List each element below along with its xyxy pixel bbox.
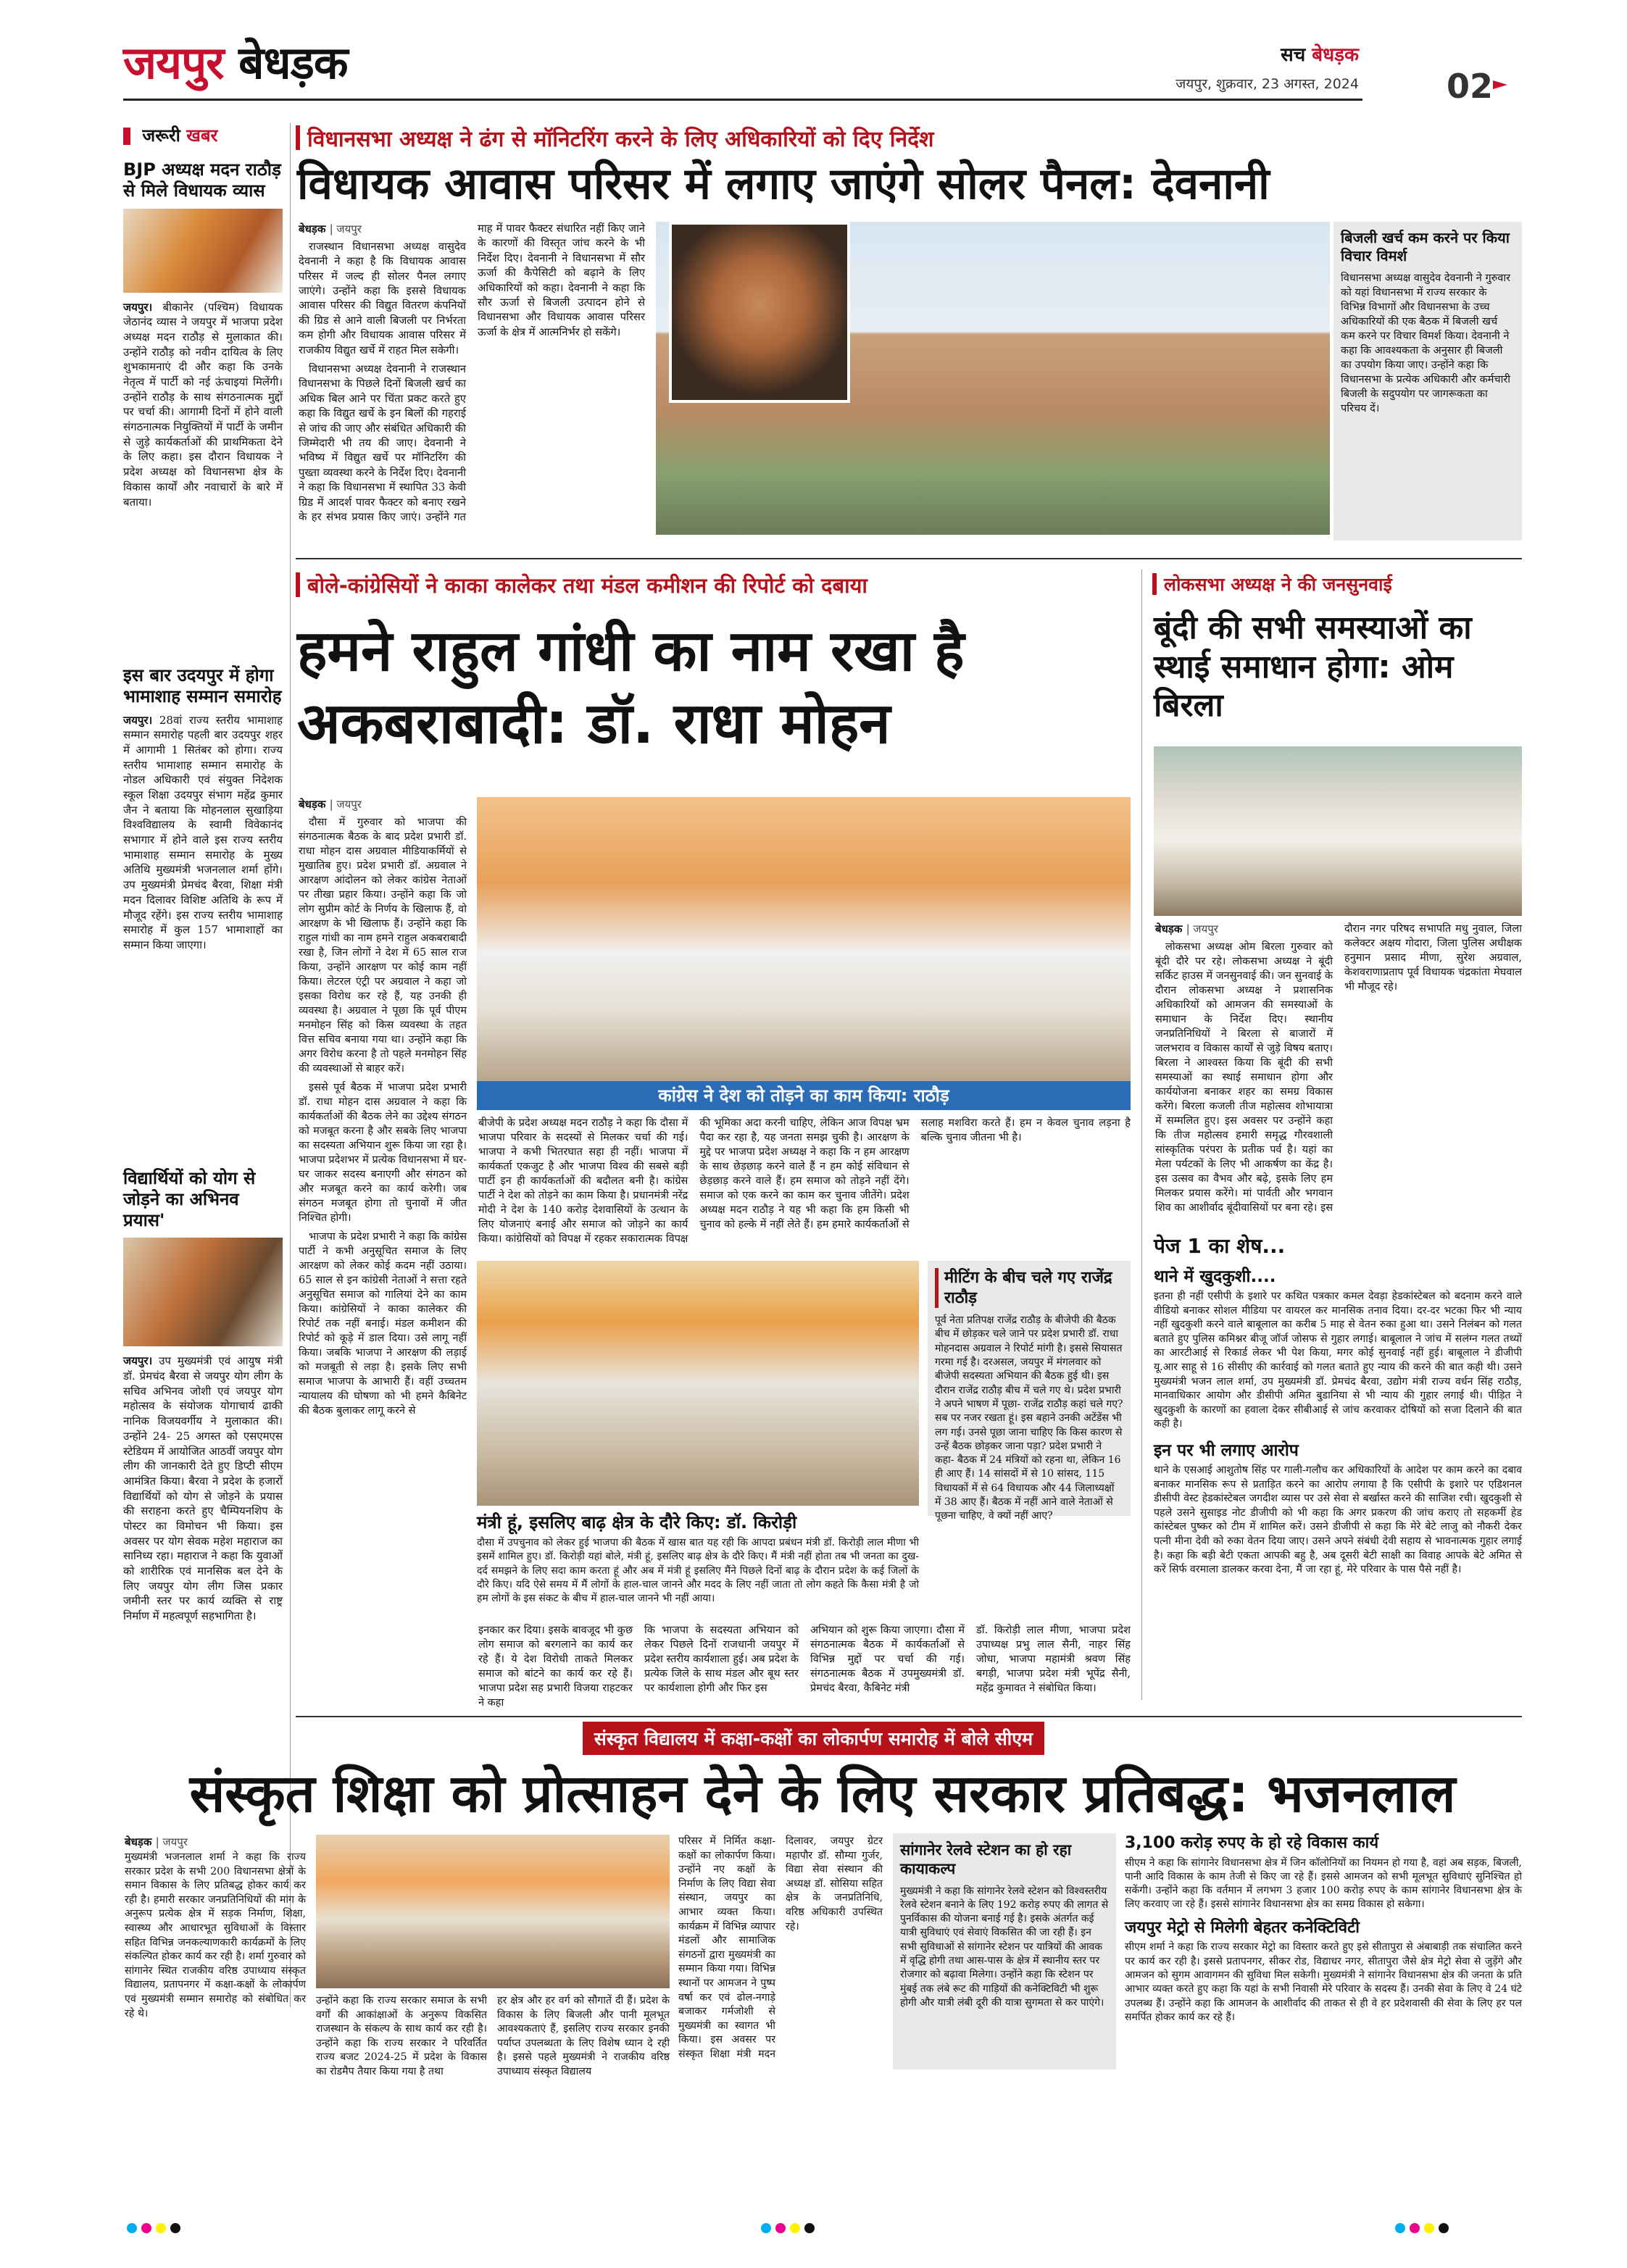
solar-para-1: राजस्थान विधानसभा अध्यक्ष वासुदेव देवनानी ने कहा है कि विधायक आवास परिसर में जल्द ही सोलर पैनल लगाए जाएंगे। उन्होंने कहा कि इससे विधायक आवास परिसर की विद्युत वितरण कंपनियों की ग्रिड से आने वाली बिजली पर निर्भरता कम होगी और विधायक आवास परिसर में राजकीय विद्युत खर्चे में राहत मिल सकेगी। (299, 240, 466, 357)
walkout-box (928, 1261, 1131, 1522)
registration-dot (1424, 2223, 1434, 2233)
solar-body (299, 222, 645, 533)
radha-second-photo (477, 1261, 919, 1506)
sidebar-label-part2: खबर (186, 125, 218, 146)
continued-story-2-title: इन पर भी लगाए आरोप (1154, 1441, 1299, 1460)
sidebar-story-1 (123, 159, 283, 509)
sidebar-story-2-byline: जयपुर। (123, 713, 153, 727)
sidebar-story-2-text: 28वां राज्य स्तरीय भामाशाह सम्मान समारोह पहली बार उदयपुर शहर में आगामी 1 सितंबर को होगा। राज्य स्तरीय भामाशाह सम्मान समारोह के नोडल अधिकारी एवं संयुक्त निदेशक स्कूल शिक्षा उदयपुर संभाग महेंद्र कुमार जैन ने बताया कि मोहनलाल सुखाड़िया विश्वविद्यालय के स्वामी विवेकानंद सभागार में होने वाले इस राज्य स्तरीय भामाशाह सम्मान समारोह के मुख्य अतिथि मुख्यमंत्री भजनलाल शर्मा होंगे। उप मुख्यमंत्री प्रेमचंद बैरवा, शिक्षा मंत्री मदन दिलावर विशिष्ट अतिथि के रूप में मौजूद रहेंगे। इस राज्य स्तरीय भामाशाह समारोह में कुल 157 भामाशाहों का सम्मान किया जाएगा। (123, 713, 283, 951)
sidebar-story-3-text: उप मुख्यमंत्री एवं आयुष मंत्री डॉ. प्रेमचंद बैरवा से जयपुर योग लीग के सचिव अभिनव जोशी एवं जयपुर योग महोत्सव के संयोजक योगाचार्य ढाकी नानिक विजयवर्गीय ने मुलाकात की। उन्होंने 24- 25 अगस्त को एसएमएस स्टेडियम में आयोजित आठवीं जयपुर योग लीग की जानकारी देते हुए डिप्टी सीएम आमंत्रित किया। बैरवा ने प्रदेश के हजारों विद्यार्थियों को योग से जोड़ने के प्रयास की सराहना करते हुए चैम्पियनशिप के पोस्टर का विमोचन भी किया। इस अवसर पर योग सेवक महेश महाराज का सानिध्य रहा। महाराज ने कहा कि युवाओं को शारीरिक एवं मानसिक बल देने के लिए जयपुर योग लीग जिस प्रकार जमीनी स्तर पर कार्य व्यक्ति से राष्ट्र निर्माण में महत्वपूर्ण सहभागिता है। (123, 1354, 283, 1623)
registration-dot (790, 2223, 800, 2233)
sanskrit-top-rule (296, 1716, 1522, 1717)
development-title: 3,100 करोड़ रुपए के हो रहे विकास कार्य (1125, 1834, 1379, 1852)
byline-city: | जयपुर (329, 222, 362, 235)
sanskrit-body-col1: मुख्यमंत्री भजनलाल शर्मा ने कहा कि राज्य सरकार प्रदेश के सभी 200 विधानसभा क्षेत्रों के समान विकास के लिए प्रतिबद्ध होकर कार्य कर रही है। हमारी सरकार जनप्रतिनिधियों की मांग के अनुरूप प्रत्येक क्षेत्र में सड़क निर्माण, शिक्षा, स्वास्थ्य और आधारभूत सुविधाओं के विस्तार सहित विभिन्न जनकल्याणकारी कार्यक्रमों के लिए संकल्पित होकर कार्य कर रही है। शर्मा गुरुवार को सांगानेर स्थित राजकीय वरिष्ठ उपाध्याय संस्कृत विद्यालय, प्रतापनगर में कक्षा-कक्षों के लोकार्पण एवं मुख्यमंत्री सम्मान समारोह को संबोधित कर रहे थे। (125, 1851, 307, 2019)
registration-dot (775, 2223, 786, 2233)
sanskrit-kicker: संस्कृत विद्यालय में कक्षा-कक्षों का लोकार्पण समारोह में बोले सीएम (583, 1722, 1044, 1755)
development-body: सीएम ने कहा कि सांगानेर विधानसभा क्षेत्र में जिन कॉलोनियों का नियमन हो गया है, वहां अब सड़क, बिजली, पानी आदि विकास के काम तेजी से किए जा रहे हैं। इससे आमजन को सभी मूलभूत सुविधाएं सुनिश्चित हो सकेंगी। उन्होंने कहा कि वर्तमान में लगभग 3 हजार 100 करोड़ रुपए के काम सांगानेर विधानसभा क्षेत्र के लिए करवाए जा रहे हैं। इससे सांगानेर विधानसभा क्षेत्र का समग्र विकास हो सकेगा। (1125, 1856, 1522, 1911)
tagline (1281, 41, 1359, 67)
byline-brand-3: बेधड़क (1155, 922, 1183, 935)
sidebar-story-1-text: बीकानेर (पश्चिम) विधायक जेठानंद व्यास ने जयपुर में भाजपा प्रदेश अध्यक्ष मदन राठौड़ से मुलाकात की। उन्होंने राठौड़ को नवीन दायित्व के लिए शुभकामनाएं दी और कहा कि उनके नेतृत्व में पार्टी को नई ऊंचाइयां मिलेंगी। उन्होंने राठौड़ के साथ संगठनात्मक मुद्दों पर चर्चा की। आगामी दिनों में होने वाली संगठनात्मक नियुक्तियों में पार्टी के जमीन से जुड़े कार्यकर्ताओं की प्राथमिकता देने के लिए कहा। इस दौरान विधायक ने प्रदेश अध्यक्ष को विधानसभा क्षेत्र के विकास कार्यों और नवाचारों के बारे में बताया। (123, 300, 283, 509)
om-photo (1154, 746, 1522, 916)
registration-dot (804, 2223, 815, 2233)
tagline-part2: बेधड़क (1312, 44, 1359, 66)
radha-bottom-cols (478, 1623, 1131, 1709)
registration-dot (1410, 2223, 1420, 2233)
solar-box (1333, 222, 1522, 541)
radha-body-col1 (299, 797, 467, 1703)
byline-brand: बेधड़क (299, 222, 326, 235)
kicker-bar-icon (296, 125, 300, 150)
solar-photo-building (656, 222, 1330, 535)
solar-box-title: बिजली खर्च कम करने पर किया विचार विमर्श (1341, 229, 1510, 264)
sanskrit-kicker-wrap (0, 1722, 1627, 1755)
om-body (1155, 922, 1522, 1226)
continued-story-1-body: इतना ही नहीं एसीपी के इशारे पर कथित पत्रकार कमल देवड़ा हेडकांस्टेबल को बदनाम करने वाले वीडियो बनाकर सोशल मीडिया पर वायरल कर मानसिक तनाव दिया। दर-दर भटका फिर भी न्याय नहीं खुदकुशी करने वाले बाबूलाल का करीब 5 माह से वेतन रुका हुआ था। उसने निलंबन को गलत बताते हुए पुलिस कमिश्नर बीजू जॉर्ज जोसफ से गुहार लगाई। बाबूलाल ने जांच में सलंग्न गलत तथ्यों का आरटीआई से रिकार्ड लेकर भी पेश किया, मगर कोई सुनवाई नहीं हुई। बाबूलाल ने डीजीपी यू.आर साहू से 16 सीसीए की कार्रवाई को गलत बताते हुए न्याय की करने की बात कही थी। उसने मुख्यमंत्री भजन लाल शर्मा, उप मुख्यमंत्री डॉ. प्रेमचंद बैरवा, उद्योग मंत्री राज्य वर्धन सिंह राठौड़, मानवाधिकार आयोग और डीसीपी अमित बुडानिया से भी न्याय की गुहार लगाई थी। पीड़ित ने खुदकुशी के कारणों का हवाला देकर सीबीआई से जांच करवाकर दोषियों को सजा दिलाने की बात कही है। (1154, 1291, 1522, 1430)
railway-box (893, 1833, 1116, 2069)
radha-headline: हमने राहुल गांधी का नाम रखा है अकबराबादी: डॉ. राधा मोहन (297, 619, 965, 756)
sidebar-story-1-body (123, 300, 283, 510)
byline-brand-4: बेधड़क (125, 1835, 152, 1848)
registration-dot (170, 2223, 180, 2233)
radha-para-1: दौसा में गुरुवार को भाजपा की संगठनात्मक बैठक के बाद प्रदेश प्रभारी डॉ. राधा मोहन दास अग्रवाल मीडियाकर्मियों से मुखातिब हुए। प्रदेश प्रभारी डॉ. अग्रवाल ने आरक्षण आंदोलन को लेकर कांग्रेस नेताओं पर तीखा प्रहार किया। उन्होंने कहा कि जो लोग सुप्रीम कोर्ट के निर्णय के खिलाफ हैं, वो आरक्षण के भी खिलाफ हैं। उन्होंने कहा कि राहुल गांधी का नाम हमने राहुल अकबराबादी रखा है, जिन लोगों ने देश में 65 साल राज किया, उन्होंने आरक्षण पर कोई काम नहीं किया। लेटरल एंट्री पर अग्रवाल ने कहा जो इसका विरोध कर रहे हैं, यह उनकी ही व्यवस्था है। अग्रवाल ने पूछा कि पूर्व पीएम मनमोहन सिंह को किस व्यवस्था के तहत वित्त सचिव बनाया गया था। उन्होंने कहा कि अगर विरोध करना है तो पहले मनमोहन सिंह की व्यवस्थाओं से बाहर करें। (299, 816, 467, 1075)
railway-title: सांगानेर रेलवे स्टेशन का हो रहा कायाकल्प (900, 1841, 1072, 1878)
solar-kicker-text: विधानसभा अध्यक्ष ने ढंग से मॉनिटरिंग करने के लिए अधिकारियों को दिए निर्देश (307, 126, 934, 152)
development-box (1125, 1833, 1522, 2069)
sidebar-label-icon (123, 128, 130, 145)
radha-para-2: इससे पूर्व बैठक में भाजपा प्रदेश प्रभारी डॉ. राधा मोहन दास अग्रवाल ने कहा कि कार्यकर्ताओं की बैठक लेने का उद्देश्य संगठन को मजबूत करना है और सबके लिए भाजपा का सदस्यता अभियान शुरू किया जा रहा है। भाजपा प्रदेशभर में प्रत्येक विधानसभा में घर-घर जाकर सदस्य बनाएगी और संगठन को और मजबूत करने का कार्य करेगी। जब संगठन मजबूत होगा तो चुनावों में जीत निश्चित होगी। (299, 1081, 467, 1224)
sidebar-story-3-byline: जयपुर। (123, 1354, 153, 1368)
radha-bottom-col-2: कि भाजपा के सदस्यता अभियान को लेकर पिछले दिनों राजधानी जयपुर में प्रदेश स्तरीय कार्यशाला हुई। अब प्रदेश के प्रत्येक जिले के साथ मंडल और बूथ स्तर पर कार्यशाला होगी और फिर इस (644, 1625, 799, 1694)
solar-byline (299, 222, 466, 237)
om-byline (1155, 922, 1333, 937)
logo-part1: जयपुर (123, 36, 224, 89)
radha-bottom-col-4: डॉ. किरोड़ी लाल मीणा, भाजपा प्रदेश उपाध्यक्ष प्रभु लाल सैनी, नाहर सिंह जोधा, भाजपा महामंत्री श्रवण सिंह बगड़ी, भाजपा प्रदेश मंत्री भूपेंद्र सैनी, महेंद्र कुमावत ने संबोधित किया। (976, 1625, 1131, 1694)
pen-nib-icon (1493, 78, 1507, 91)
registration-dot (156, 2223, 166, 2233)
registration-dot (1439, 2223, 1449, 2233)
byline-city-3: | जयपुर (1186, 922, 1218, 935)
masthead (123, 36, 1507, 123)
sanskrit-body-col2: उन्होंने कहा कि राज्य सरकार समाज के सभी वर्गों की आकांक्षाओं के अनुरूप विकसित राजस्थान के संकल्प के साथ कार्य कर रही है। उन्होंने कहा कि राज्य सरकार ने परिवर्तित राज्य बजट 2024-25 में प्रदेश के विकास का रोडमैप तैयार किया गया है तथा (316, 1995, 487, 2077)
walkout-title: मीटिंग के बीच चले गए राजेंद्र राठौड़ (935, 1268, 1123, 1308)
kirodi-body: दौसा में उपचुनाव को लेकर हुई भाजपा की बैठक में खास बात यह रही कि आपदा प्रबंधन मंत्री डॉ. किरोड़ी लाल मीणा भी इसमें शामिल हुए। डॉ. किरोड़ी यहां बोले, मंत्री हूं, इसलिए बाढ़ क्षेत्र के दौरे किए। मैं मंत्री नहीं होता तब भी जनता का दुख-दर्द समझने के लिए सदा काम करता हूं और अब में मंत्री हूं इसलिए मैंने पिछले दिनों बाढ़ के दौरान प्रदेश के कई जिलों के दौरे किए। यदि ऐसे समय में मैं लोगों के हाल-चाल जानने और मदद के लिए नहीं जाता तो लोग कहते कि कैसा मंत्री है जो हम लोगों के इस संकट के बीच में हाल-चाल जानने भी नहीं आया। (477, 1537, 919, 1605)
solar-photo-portrait (669, 222, 850, 403)
kirodi-box (477, 1512, 919, 1605)
registration-dot (761, 2223, 771, 2233)
continued-story-2-body: थाने के एसआई आशुतोष सिंह पर गाली-गलौच कर अधिकारियों के आदेश पर काम करने का दबाव बनाकर मानसिक रूप से प्रताड़ित करने का आरोप लगाया है कि एसीपी के इशारे पर एडिशनल डीसीपी वेस्ट हेडकांस्टेबल जगदीश व्यास पर उसे सेवा से बर्खास्त करने की साजिश रची। खुदकुशी से पहले उसने सुसाइड नोट डीजीपी को भी कहा कि अगर प्रकरण की जांच कराए तो सहकर्मी हेड कांस्टेबल पुष्कर को टीम में शामिल करें। उसने डीजीपी से कहा कि मेरे बेटे लाजु को नौकरी देकर पत्नी मीना देवी को रुका वेतन दिया जाए। उसने अपने संबंधी देवी सहाय से भावनात्मक गुहार लगाई है। कहा कि बड़ी बेटी एकता आपकी बहु है, अब दूसरी बेटी साक्षी का विवाह आपके बेटे अमित से करें सिर्फ वरमाला डालकर करवा देना, मैं जा रहा हूं, मेरे परिवार के पास पैसे नहीं है। (1154, 1464, 1522, 1576)
solar-para-2: विधानसभा अध्यक्ष देवनानी ने राजस्थान विधानसभा के पिछले दिनों बिजली खर्च का अधिक बिल आने पर चिंता प्रकट करते हुए कहा कि विद्युत खर्चे के इन बिलों की गहराई से जांच की जाए और संबंधित अधिकारी की जिम्मेदारी भी तय की जाए। देवनानी ने भविष्य में विद्युत खर्चे पर मॉनिटरिंग की पुख्ता व्यवस्था करने के निर्देश दिए। देवनानी ने कहा कि विधानसभा में स्थापित 33 केवी ग्रिड में आदर्श पावर फैक्टर को बनाए रखने के हर संभव प्रयास किए जाएं। उन्होंने गत माह में पावर फैक्टर संधारित नहीं किए जाने के कारणों की विस्तृत जांच करने के भी निर्देश दिए। देवनानी ने विधानसभा में सौर ऊर्जा की कैपेसिटी को बढ़ाने के लिए अधिकारियों को कहा। देवनानी ने कहा कि सौर ऊर्जा से बिजली उत्पादन होने से विधानसभा और विधायक आवास परिसर ऊर्जा के क्षेत्र में आत्मनिर्भर हो सकेंगे। (299, 222, 645, 523)
kirodi-title: मंत्री हूं, इसलिए बाढ़ क्षेत्र के दौरे किए: डॉ. किरोड़ी (477, 1512, 797, 1533)
radha-caption-story: बीजेपी के प्रदेश अध्यक्ष मदन राठौड़ ने कहा कि दौसा में भाजपा परिवार के सदस्यों से मिलकर चर्चा की गई। भाजपा ने कभी भितरघात सहा ही नहीं। भाजपा में कार्यकर्ता एकजुट है और भाजपा विश्व की सबसे बड़ी पार्टी इन ही कार्यकर्ताओं की बदौलत बनी है। कांग्रेस पार्टी ने देश को तोड़ने का काम किया है। प्रधानमंत्री नरेंद्र मोदी ने देश के 140 करोड़ देशवासियों के उत्थान के लिए योजनाएं बनाई और समाज को जोड़ने का कार्य किया। कांग्रेसियों को विपक्ष में रहकर सकारात्मक विपक्ष की भूमिका अदा करनी चाहिए, लेकिन आज विपक्ष भ्रम पैदा कर रहा है, यह जनता समझ चुकी है। आरक्षण के मुद्दे पर भाजपा प्रदेश अध्यक्ष ने कहा कि न हम आरक्षण के साथ छेड़छाड़ करने वाले हैं न हम कोई संविधान से छेड़छाड़ करने वाले हैं। हम समाज को तोड़ने नहीं देंगे। समाज को एक करने का काम कर चुनाव जीतेंगे। प्रदेश अध्यक्ष मदन राठौड़ ने यह भी कहा कि हम किसी भी चुनाव को हल्के में नहीं लेते हैं। हम हमारे कार्यकर्ताओं से सलाह मशविरा करते हैं। हम न केवल चुनाव लड़ना है बल्कि चुनाव जीतना भी है। (478, 1117, 1131, 1245)
sidebar-story-2-body (123, 713, 283, 953)
radha-kicker-text: बोले-कांग्रेसियों ने काका कालेकर तथा मंडल कमीशन की रिपोर्ट को दबाया (307, 572, 867, 598)
sidebar-story-1-headline: BJP अध्यक्ष मदन राठौड़ से मिले विधायक व्यास (123, 159, 281, 201)
metro-title: जयपुर मेट्रो से मिलेगी बेहतर कनेक्टिविटी (1125, 1918, 1360, 1937)
radha-byline (299, 797, 467, 812)
solar-box-body: विधानसभा अध्यक्ष वासुदेव देवनानी ने गुरुवार को यहां विधानसभा में राज्य सरकार के विभिन्न विभागों और विधानसभा के उच्च अधिकारियों की एक बैठक में बिजली खर्च कम करने पर विचार विमर्श किया। देवनानी ने कहा कि आवश्यकता के अनुसार ही बिजली का उपयोग किया जाए। उन्होंने कहा कि विधानसभा के प्रत्येक अधिकारी और कर्मचारी बिजली के सदुपयोग पर जागरूकता का परिचय दें। (1341, 272, 1511, 414)
masthead-logo (123, 36, 348, 89)
sidebar-story-3-photo (123, 1238, 283, 1346)
sanskrit-headline: संस्कृत शिक्षा को प्रोत्साहन देने के लिए सरकार प्रतिबद्ध: भजनलाल (189, 1763, 1456, 1824)
logo-part2: बेधड़क (238, 36, 348, 89)
byline-city-4: | जयपुर (155, 1835, 188, 1848)
solar-headline: विधायक आवास परिसर में लगाए जाएंगे सोलर पैनल: देवनानी (297, 159, 1270, 209)
om-para: लोकसभा अध्यक्ष ओम बिरला गुरुवार को बूंदी दौरे पर रहे। लोकसभा अध्यक्ष ने बूंदी सर्किट हाउस में जनसुनवाई की। जन सुनवाई के दौरान लोकसभा अध्यक्ष ने प्रशासनिक अधिकारियों को आमजन की समस्याओं के समाधान के निर्देश दिए। स्थानीय जनप्रतिनिधियों ने बिरला से बाजारों में जलभराव व विकास कार्यों से जुड़े विषय बताए। बिरला ने आश्वस्त किया कि बूंदी की सभी समस्याओं का स्थाई समाधान होगा और कार्ययोजना बनाकर शहर का समग्र विकास करेंगे। बिरला कजली तीज महोत्सव शोभायात्रा में सम्मलित हुए। इस अवसर पर उन्होंने कहा कि तीज महोत्सव हमारी समृद्ध गौरवशाली सांस्कृतिक परंपरा के प्रतीक पर्व है। यहां का मेला पर्यटकों के लिए भी आकर्षण का केंद्र है। इस उत्सव का वैभव और बढ़े, इसके लिए हम मिलकर प्रयास करेंगे। मां पार्वती और भगवान शिव का आशीर्वाद बूंदीवासियों पर बना रहे। इस दौरान नगर परिषद सभापति मधु नुवाल, जिला कलेक्टर अक्षय गोदारा, जिला पुलिस अधीक्षक हनुमान प्रसाद मीणा, सुरेश अग्रवाल, केशवराणाप्रताप पूर्व विधायक चंद्रकांता मेघवाल भी मौजूद रहे। (1155, 923, 1522, 1214)
sidebar-story-2 (123, 665, 283, 953)
sidebar-label (123, 123, 283, 149)
page-number: 02 (1446, 67, 1493, 106)
byline-city-2: | जयपुर (329, 798, 362, 811)
radha-main-photo (477, 797, 1131, 1081)
radha-para-3: भाजपा के प्रदेश प्रभारी ने कहा कि कांग्रेस पार्टी ने कभी अनुसूचित समाज के लिए आरक्षण को लेकर कोई कदम नहीं उठाया। 65 साल से इन कांग्रेसी नेताओं ने सत्ता रहते अनुसूचित समाज को गालियां देने का काम किया। कांग्रेसियों ने काका कालेकर की रिपोर्ट तक नहीं बनाई। मंडल कमीशन की रिपोर्ट को कूड़े में डाल दिया। उसे लागू नहीं किया। जबकि भाजपा ने आरक्षण की लड़ाई को मजबूती से लड़ा है। इसके लिए सभी समाज भाजपा के आभारी हैं। वहीं उच्चतम न्यायालय की घोषणा को भी हमने कैबिनेट की बैठक बुलाकर लागू करने से (299, 1230, 467, 1417)
dateline: जयपुर, शुक्रवार, 23 अगस्त, 2024 (1175, 76, 1359, 92)
radha-bottom-col-1: इनकार कर दिया। इसके बावजूद भी कुछ लोग समाज को बरगलाने का कार्य कर रहे हैं। ये देश विरोधी ताकते मिलकर समाज को बांटने का कार्य कर रहे हैं। भाजपा प्रदेश सह प्रभारी विजया राहटकर ने कहा (478, 1625, 633, 1709)
walkout-body: पूर्व नेता प्रतिपक्ष राजेंद्र राठौड़ के बीजेपी की बैठक बीच में छोड़कर चले जाने पर प्रदेश प्रभारी डॉ. राधा मोहनदास अग्रवाल ने रिपोर्ट मांगी है। इससे सियासत गरमा गई है। दरअसल, जयपुर में मंगलवार को बीजेपी सदस्यता अभियान की बैठक हुई थी। इस दौरान राजेंद्र राठौड़ बीच में चले गए थे। प्रदेश प्रभारी ने अपने भाषण में पूछा- राजेंद्र राठौड़ कहां चले गए? सब पर नजर रखता हूं। इस बहाने उनकी अटेंडेंस भी लग गई। उनसे पूछा जाना चाहिए कि किस कारण से उन्हें बैठक छोड़कर जाना पड़ा? प्रदेश प्रभारी ने कहा- बैठक में 24 मंत्रियों को रहना था, लेकिन 16 ही आए हैं। 14 सांसदों में से 10 सांसद, 115 विधायकों में से 64 विधायक और 44 जिलाध्यक्षों में 38 आए हैं। बैठक में नहीं आने वाले नेताओं से पूछना चाहिए, वे क्यों नहीं आए? (935, 1314, 1123, 1522)
om-kicker-text: लोकसभा अध्यक्ष ने की जनसुनवाई (1164, 574, 1392, 595)
masthead-rule (123, 99, 1362, 101)
sanskrit-body-col4: परिसर में निर्मित कक्षा-कक्षों का लोकार्पण किया। उन्होंने नए कक्षों के निर्माण के लिए विद्या सेवा संस्थान, जयपुर का आभार व्यक्त किया। कार्यक्रम में विभिन्न व्यापार मंडलों और सामाजिक संगठनों द्वारा मुख्यमंत्री का सम्मान किया गया। विभिन्न स्थानों पर आमजन ने पुष्प वर्षा कर एवं ढोल-नगाड़े बजाकर गर्मजोशी से मुख्यमंत्री का स्वागत भी किया। इस अवसर पर संस्कृत शिक्षा मंत्री मदन दिलावर, जयपुर ग्रेटर महापौर डॉ. सौम्या गुर्जर, विद्या सेवा संस्थान की अध्यक्ष डॉ. सोसिया सहित क्षेत्र के जनप्रतिनिधि, वरिष्ठ अधिकारी उपस्थित रहे। (678, 1835, 883, 2060)
sanskrit-photo (316, 1835, 670, 1988)
byline-city-text: जयपुर (336, 222, 362, 235)
tagline-part1: सच (1281, 44, 1306, 66)
byline-brand-2: बेधड़क (299, 798, 326, 811)
sidebar-story-3-body (123, 1354, 283, 1623)
kicker-bar-icon-2 (296, 572, 300, 597)
registration-dot (1395, 2223, 1405, 2233)
radha-divider (1141, 570, 1142, 1700)
kicker-bar-icon-3 (1152, 573, 1157, 595)
continued-label: पेज 1 का शेष... (1154, 1234, 1286, 1258)
byline-city-text-4: जयपुर (162, 1835, 188, 1848)
sanskrit-byline (125, 1835, 306, 1852)
registration-dot (141, 2223, 151, 2233)
sidebar-story-1-byline: जयपुर। (123, 300, 153, 314)
radha-photo-caption: कांग्रेस ने देश को तोड़ने का काम किया: राठौड़ (477, 1081, 1131, 1110)
registration-dots-left (127, 2223, 180, 2233)
sidebar-story-1-photo (123, 209, 283, 293)
sidebar-label-part1: जरूरी (142, 125, 180, 146)
registration-dots-right (1395, 2223, 1449, 2233)
continued-story-1-title: थाने में खुदकुशी.... (1154, 1267, 1276, 1286)
byline-city-text-2: जयपुर (336, 798, 362, 811)
metro-body: सीएम शर्मा ने कहा कि राज्य सरकार मेट्रो का विस्तार करते हुए इसे सीतापुरा से अंबाबाड़ी तक संचालित करने पर कार्य कर रही है। इससे प्रतापनगर, सीकर रोड, विद्याधर नगर, सीतापुरा जैसे क्षेत्र मेट्रो सेवा से जुड़ेंगे और आमजन को सुगम आवागमन की सुविधा मिल सकेगी। मुख्यमंत्री ने सांगानेर विधानसभा क्षेत्र की जनता के प्रति आभार व्यक्त करते हुए कहा कि यहां के सभी निवासी मेरे परिवार के सदस्य हैं। उनकी सेवा के लिए वे 24 घंटे उपलब्ध हैं। उन्होंने कहा कि आमजन के आशीर्वाद की ताकत से ही वे हर प्रदेशवासी की सेवा के लिए हर पल समर्पित होकर कार्य कर रहे हैं। (1125, 1941, 1522, 2023)
sidebar-story-2-headline: इस बार उदयपुर में होगा भामाशाह सम्मान समारोह (123, 665, 282, 706)
railway-body: मुख्यमंत्री ने कहा कि सांगानेर रेलवे स्टेशन को विश्वस्तरीय रेलवे स्टेशन बनाने के लिए 192 करोड़ रुपए की लागत से पुनर्विकास की योजना बनाई गई है। इसके अंतर्गत कई यात्री सुविधाएं एवं सेवाएं विकसित की जा रही हैं। इन सभी सुविधाओं से सांगानेर स्टेशन पर यात्रियों की आवक में वृद्धि होगी तथा आस-पास के क्षेत्र में स्थानीय स्तर पर रोजगार को बढ़ावा मिलेगा। उन्होंने कहा कि स्टेशन पर मुंबई तक लंबे रूट की गाड़ियों की कनेक्टिविटी भी शुरू होगी और यात्री लंबी दूरी की यात्रा सुगमता से कर पाएंगे। (900, 1885, 1109, 2009)
sanskrit-body-col3: हर क्षेत्र और हर वर्ग को सौगातें दी हैं। प्रदेश के विकास के लिए बिजली और पानी मूलभूत आवश्यकताएं हैं, इसलिए राज्य सरकार इनकी पर्याप्त उपलब्धता के लिए विशेष ध्यान दे रही है। इससे पहले मुख्यमंत्री ने राजकीय वरिष्ठ उपाध्याय संस्कृत विद्यालय (497, 1995, 670, 2077)
continued-section (1154, 1232, 1522, 1710)
radha-kicker (296, 570, 1129, 600)
byline-city-text-3: जयपुर (1193, 922, 1218, 935)
solar-kicker (296, 122, 1361, 154)
sidebar-story-3 (123, 1168, 283, 1624)
radha-bottom-col-3: अभियान को शुरू किया जाएगा। दौसा में संगठनात्मक बैठक में कार्यकर्ताओं से विभिन्न मुद्दों पर चर्चा की गई। संगठनात्मक बैठक में उपमुख्यमंत्री डॉ. प्रेमचंद बैरवा, कैबिनेट मंत्री (810, 1625, 965, 1694)
solar-bottom-rule (296, 558, 1522, 559)
registration-dot (127, 2223, 137, 2233)
om-headline: बूंदी की सभी समस्याओं का स्थाई समाधान होगा: ओम बिरला (1154, 609, 1472, 725)
registration-dots-center (761, 2223, 815, 2233)
om-kicker (1152, 570, 1522, 599)
sidebar-story-3-headline: विद्यार्थियों को योग से जोड़ने का अभिनव प्रयास' (123, 1168, 256, 1230)
